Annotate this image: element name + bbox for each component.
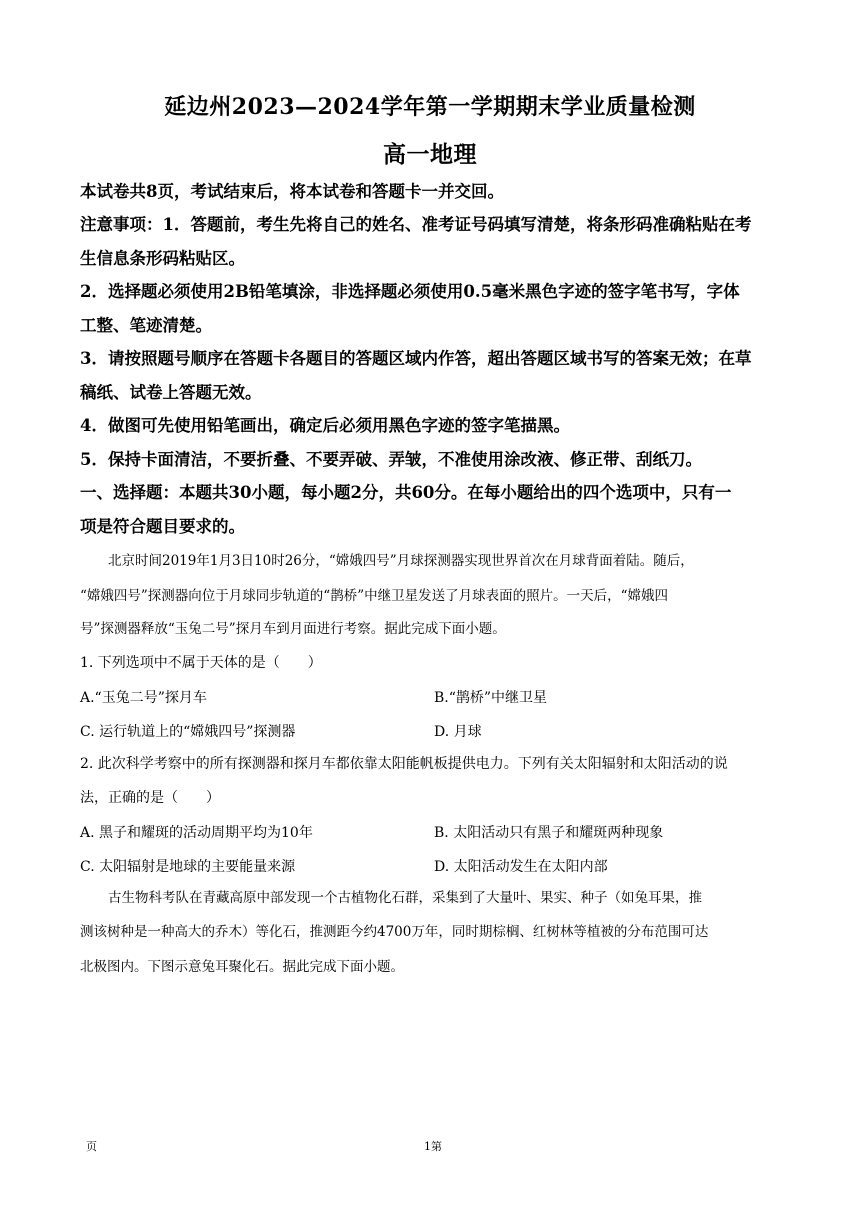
note-4: 4．做图可先使用铅笔画出，确定后必须用黑色字迹的签字笔描黑。 bbox=[80, 416, 570, 435]
note-2-line-a: 2．选择题必须使用2B铅笔填涂，非选择题必须使用0.5毫米黑色字迹的签字笔书写，字体 bbox=[80, 282, 740, 301]
question-2-stem-b: 法，正确的是（ ） bbox=[80, 790, 220, 806]
passage-2-line-2: 测该树种是一种高大的乔木）等化石，推测距今约4700万年，同时期棕榈、红树林等植被的分布范围可达 bbox=[80, 924, 709, 940]
exam-title: 延边州2023—2024学年第一学期期末学业质量检测 bbox=[164, 94, 696, 120]
passage-1-line-2: “嫦娥四号”探测器向位于月球同步轨道的“鹊桥”中继卫星发送了月球表面的照片。一天后，“嫦娥四 bbox=[80, 588, 669, 604]
passage-1-line-1: 北京时间2019年1月3日10时26分，“嫦娥四号”月球探测器实现世界首次在月球背面着陆。随后， bbox=[108, 553, 694, 569]
note-2-line-b: 工整、笔迹清楚。 bbox=[80, 316, 212, 335]
question-1-option-c: C. 运行轨道上的“嫦娥四号”探测器 bbox=[80, 724, 296, 740]
passage-2-line-3: 北极图内。下图示意兔耳聚化石。据此完成下面小题。 bbox=[80, 959, 404, 975]
note-1-line-a: 注意事项：1．答题前，考生先将自己的姓名、准考证号码填写清楚，将条形码准确粘贴在考 bbox=[80, 215, 752, 234]
question-1-option-d: D. 月球 bbox=[434, 724, 482, 740]
section-1-heading-b: 项是符合题目要求的。 bbox=[80, 517, 245, 536]
question-2-option-b: B. 太阳活动只有黑子和耀斑两种现象 bbox=[434, 825, 664, 841]
question-2-stem-a: 2. 此次科学考察中的所有探测器和探月车都依靠太阳能帆板提供电力。下列有关太阳辐射和太阳活动的说 bbox=[80, 756, 728, 772]
note-1-line-b: 生信息条形码粘贴区。 bbox=[80, 249, 245, 268]
note-3-line-b: 稿纸、试卷上答题无效。 bbox=[80, 383, 262, 402]
question-1-stem: 1. 下列选项中不属于天体的是（ ） bbox=[80, 655, 322, 671]
note-3-line-a: 3．请按照题号顺序在答题卡各题目的答题区域内作答，超出答题区域书写的答案无效；在草 bbox=[80, 349, 752, 368]
question-1-option-a: A.“玉兔二号”探月车 bbox=[80, 690, 207, 706]
footer-page-left: 页 bbox=[86, 1140, 97, 1153]
footer-page-number: 1第 bbox=[424, 1140, 442, 1153]
instruction-line: 本试卷共8页，考试结束后，将本试卷和答题卡一并交回。 bbox=[80, 182, 504, 201]
question-1-option-b: B.“鹊桥”中继卫星 bbox=[434, 690, 548, 706]
question-2-option-c: C. 太阳辐射是地球的主要能量来源 bbox=[80, 859, 296, 875]
section-1-heading-a: 一、选择题：本题共30小题，每小题2分，共60分。在每小题给出的四个选项中，只有一 bbox=[80, 483, 732, 502]
question-2-option-d: D. 太阳活动发生在太阳内部 bbox=[434, 859, 608, 875]
exam-subject: 高一地理 bbox=[383, 141, 477, 168]
passage-2-line-1: 古生物科考队在青藏高原中部发现一个古植物化石群，采集到了大量叶、果实、种子（如兔耳果，推 bbox=[108, 890, 702, 906]
passage-1-line-3: 号”探测器释放“玉兔二号”探月车到月面进行考察。据此完成下面小题。 bbox=[80, 621, 506, 637]
note-5: 5．保持卡面清洁，不要折叠、不要弄破、弄皱，不准使用涂改液、修正带、刮纸刀。 bbox=[80, 450, 702, 469]
question-2-option-a: A. 黑子和耀斑的活动周期平均为10年 bbox=[80, 825, 313, 841]
